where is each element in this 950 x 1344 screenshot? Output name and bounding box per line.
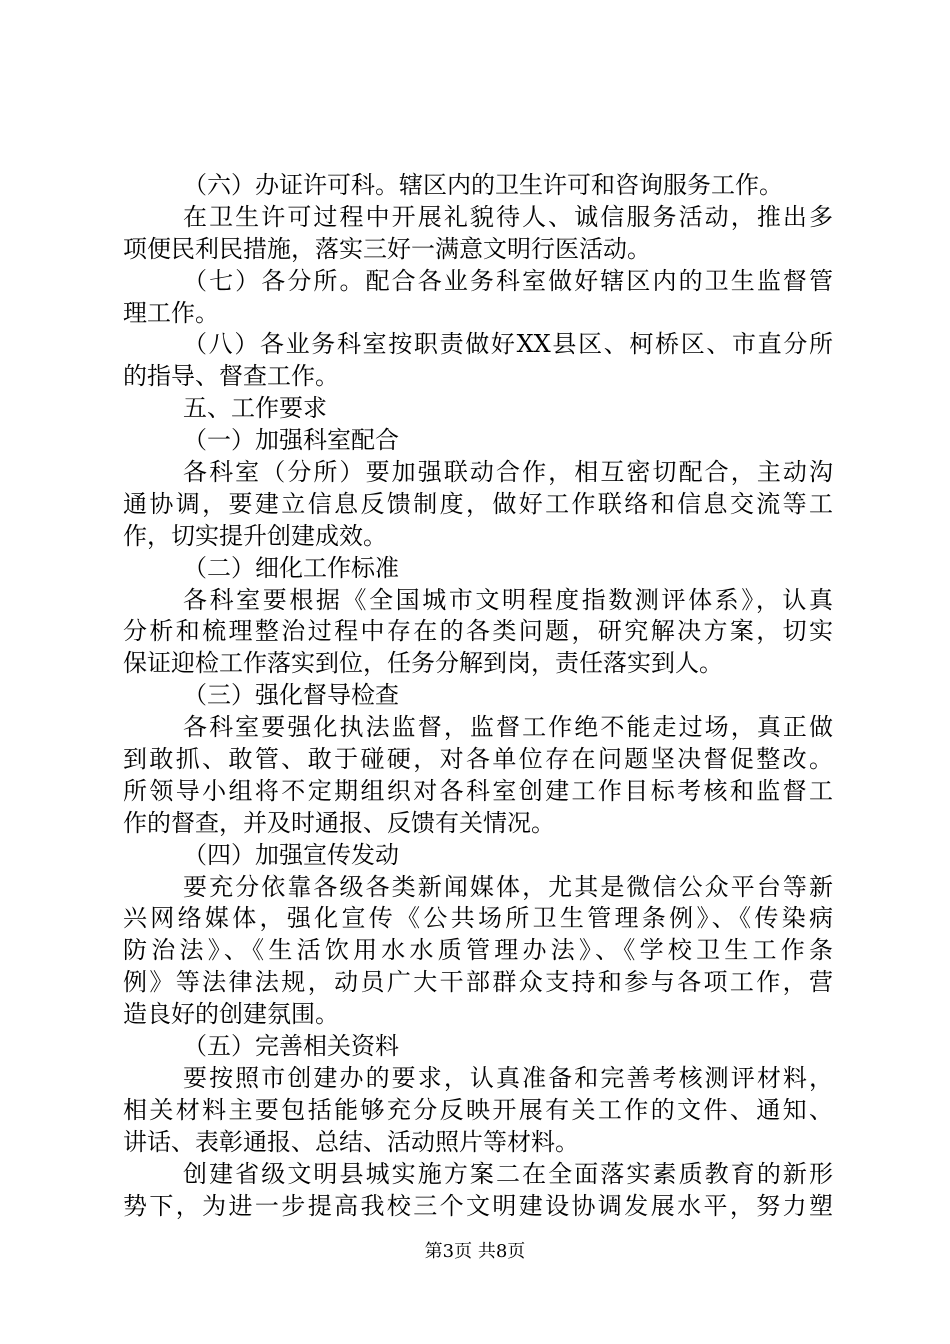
page-footer — [0, 1240, 950, 1264]
text-line: 要充分依靠各级各类新闻媒体，尤其是微信公众平台等新 — [183, 872, 833, 901]
text-line: 防治法》、《生活饮用水水质管理办法》、《学校卫生工作条 — [123, 936, 833, 965]
text-line: 例》等法律法规，动员广大干部群众支持和参与各项工作，营 — [123, 968, 833, 997]
text-line: 的指导、督查工作。 — [123, 362, 339, 391]
subsection-heading: （二）细化工作标准 — [183, 553, 399, 582]
text-line: （六）办证许可科。辖区内的卫生许可和咨询服务工作。 — [183, 171, 783, 199]
text-line: 各科室要根据《全国城市文明程度指数测评体系》，认真 — [183, 585, 833, 614]
text-line: 讲话、表彰通报、总结、活动照片等材料。 — [123, 1127, 579, 1156]
subsection-heading: （四）加强宣传发动 — [183, 840, 399, 869]
text-line: 要按照市创建办的要求，认真准备和完善考核测评材料， — [183, 1063, 833, 1092]
text-line: 分析和梳理整治过程中存在的各类问题，研究解决方案，切实 — [123, 617, 833, 646]
text-line: 相关材料主要包括能够充分反映开展有关工作的文件、通知、 — [123, 1095, 833, 1124]
page-number: 第3页 共8页 — [424, 1241, 526, 1262]
subsection-heading: （三）强化督导检查 — [183, 681, 399, 710]
text-line: 各科室（分所）要加强联动合作，相互密切配合，主动沟 — [183, 458, 833, 487]
text-line: 创建省级文明县城实施方案二在全面落实素质教育的新形 — [183, 1159, 833, 1188]
text-line: 在卫生许可过程中开展礼貌待人、诚信服务活动，推出多 — [183, 202, 833, 231]
subsection-heading: （一）加强科室配合 — [183, 426, 399, 455]
text-line: 兴网络媒体，强化宣传《公共场所卫生管理条例》、《传染病 — [123, 904, 833, 933]
text-line: 作，切实提升创建成效。 — [123, 521, 387, 550]
text-line: 势下，为进一步提高我校三个文明建设协调发展水平，努力塑 — [123, 1191, 833, 1220]
text-line: 所领导小组将不定期组织对各科室创建工作目标考核和监督工 — [123, 776, 833, 805]
text-line: 各科室要强化执法监督，监督工作绝不能走过场，真正做 — [183, 713, 833, 742]
text-line: 项便民利民措施，落实三好一满意文明行医活动。 — [123, 234, 651, 263]
text-line: 理工作。 — [123, 298, 219, 327]
body-text — [123, 170, 833, 1222]
text-line: 造良好的创建氛围。 — [123, 1000, 339, 1029]
subsection-heading: （五）完善相关资料 — [183, 1032, 399, 1061]
text-line: 通协调，要建立信息反馈制度，做好工作联络和信息交流等工 — [123, 489, 833, 518]
text-line: （七）各分所。配合各业务科室做好辖区内的卫生监督管 — [183, 266, 833, 295]
section-heading: 五、工作要求 — [183, 394, 327, 423]
text-line: 到敢抓、敢管、敢于碰硬，对各单位存在问题坚决督促整改。 — [123, 745, 833, 774]
text-line: 作的督查，并及时通报、反馈有关情况。 — [123, 808, 555, 837]
text-line: （八）各业务科室按职责做好XX县区、柯桥区、市直分所 — [183, 330, 833, 359]
text-line: 保证迎检工作落实到位，任务分解到岗，责任落实到人。 — [123, 649, 723, 678]
